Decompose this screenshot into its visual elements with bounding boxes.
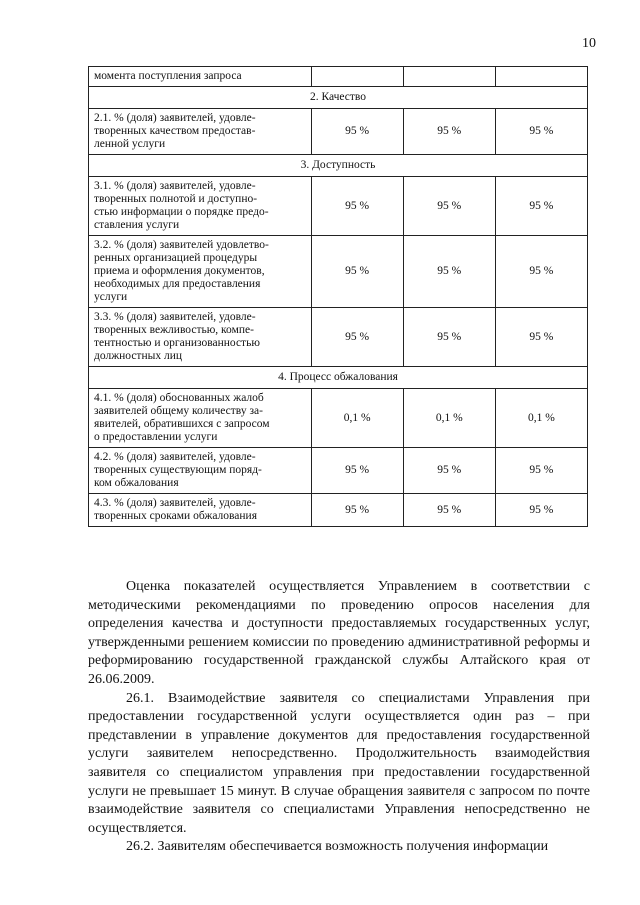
indicator-name	[89, 494, 312, 527]
paragraph: Оценка показателей осуществляется Управлением в соответствии с методическими рекомендациями по проведению опросов населения для определения качества и доступности предоставляемых государственных услуг, утвержденными решением комиссии по проведению административной реформы и реформированию государственной гражданской службы Алтайского края от 26.06.2009.	[88, 579, 590, 687]
indicator-name-line: ком обжалования	[94, 477, 179, 489]
section-title: 2. Качество	[89, 87, 588, 109]
value-cell: 95 %	[311, 177, 403, 236]
indicator-name	[89, 177, 312, 236]
indicator-name-line: 3.1. % (доля) заявителей, удовле-	[94, 180, 256, 192]
value-cell: 95 %	[403, 236, 495, 308]
table-row	[89, 236, 588, 308]
section-title: 4. Процесс обжалования	[89, 367, 588, 389]
indicator-name-line: творенных существующим поряд-	[94, 464, 262, 476]
value-cell	[403, 67, 495, 87]
indicator-name-line: явителей, обратившихся с запросом	[94, 418, 270, 430]
paragraph: 26.1. Взаимодействие заявителя со специалистами Управления при предоставлении государственной услуги осуществляется один раз – при представлении в управление документов для предоставления государственной услуги заявителем непосредственно. Продолжительность взаимодействия заявителя со специалистом управления при предоставлении государственной услуги не превышает 15 минут. В случае обращения заявителя с запросом по почте взаимодействие заявителя со специалистами Управления непосредственно не осуществляется.	[88, 690, 590, 836]
indicator-name-line: 4.2. % (доля) заявителей, удовле-	[94, 451, 256, 463]
value-cell: 95 %	[403, 109, 495, 155]
indicator-name-line: 2.1. % (доля) заявителей, удовле-	[94, 112, 256, 124]
indicator-name-line: ренных организацией процедуры	[94, 252, 258, 264]
indicator-name-line: 4.3. % (доля) заявителей, удовле-	[94, 497, 256, 509]
value-cell: 95 %	[495, 109, 587, 155]
value-cell: 0,1 %	[403, 389, 495, 448]
table-row	[89, 389, 588, 448]
indicator-name-line: услуги	[94, 291, 128, 303]
value-cell: 0,1 %	[495, 389, 587, 448]
indicator-name	[89, 448, 312, 494]
value-cell	[495, 67, 587, 87]
indicator-name	[89, 109, 312, 155]
indicator-name-line: о предоставлении услуги	[94, 431, 218, 443]
value-cell	[311, 67, 403, 87]
value-cell: 95 %	[311, 109, 403, 155]
indicator-name-line: 3.3. % (доля) заявителей, удовле-	[94, 311, 256, 323]
value-cell: 95 %	[495, 177, 587, 236]
section-header-row	[89, 87, 588, 109]
body-text	[88, 578, 590, 857]
indicator-name-line: творенных качеством предостав-	[94, 125, 256, 137]
indicator-name	[89, 236, 312, 308]
indicator-name-line: заявителей общему количеству за-	[94, 405, 263, 417]
value-cell: 95 %	[311, 308, 403, 367]
section-header-row	[89, 155, 588, 177]
indicator-name-line: тентностью и организованностью	[94, 337, 260, 349]
page-number: 10	[582, 36, 596, 51]
value-cell: 95 %	[495, 236, 587, 308]
value-cell: 95 %	[403, 177, 495, 236]
value-cell: 95 %	[403, 448, 495, 494]
table-row	[89, 177, 588, 236]
indicator-name-line: ставления услуги	[94, 219, 180, 231]
paragraph: 26.2. Заявителям обеспечивается возможность получения информации	[126, 839, 549, 855]
value-cell: 95 %	[403, 308, 495, 367]
indicator-name-line: творенных сроками обжалования	[94, 510, 258, 522]
value-cell: 95 %	[495, 448, 587, 494]
table-row	[89, 494, 588, 527]
indicator-name	[89, 389, 312, 448]
indicator-name	[89, 308, 312, 367]
indicator-name-line: 3.2. % (доля) заявителей удовлетво-	[94, 239, 269, 251]
indicators-table	[88, 66, 588, 527]
section-header-row	[89, 367, 588, 389]
value-cell: 95 %	[495, 494, 587, 527]
value-cell: 95 %	[495, 308, 587, 367]
indicator-name-line: творенных полнотой и доступно-	[94, 193, 258, 205]
indicator-name-line: стью информации о порядке предо-	[94, 206, 269, 218]
indicator-name-line: момента поступления запроса	[94, 70, 242, 82]
indicator-name-line: приема и оформления документов,	[94, 265, 265, 277]
indicator-name-line: должностных лиц	[94, 350, 183, 362]
indicator-name-line: 4.1. % (доля) обоснованных жалоб	[94, 392, 264, 404]
section-title: 3. Доступность	[89, 155, 588, 177]
table-row	[89, 308, 588, 367]
indicator-name-line: необходимых для предоставления	[94, 278, 261, 290]
table-row	[89, 448, 588, 494]
indicator-name-line: ленной услуги	[94, 138, 166, 150]
value-cell: 95 %	[403, 494, 495, 527]
value-cell: 0,1 %	[311, 389, 403, 448]
indicator-name	[89, 67, 312, 87]
value-cell: 95 %	[311, 236, 403, 308]
indicator-name-line: творенных вежливостью, компе-	[94, 324, 254, 336]
value-cell: 95 %	[311, 448, 403, 494]
value-cell: 95 %	[311, 494, 403, 527]
table-row	[89, 109, 588, 155]
table-row	[89, 67, 588, 87]
